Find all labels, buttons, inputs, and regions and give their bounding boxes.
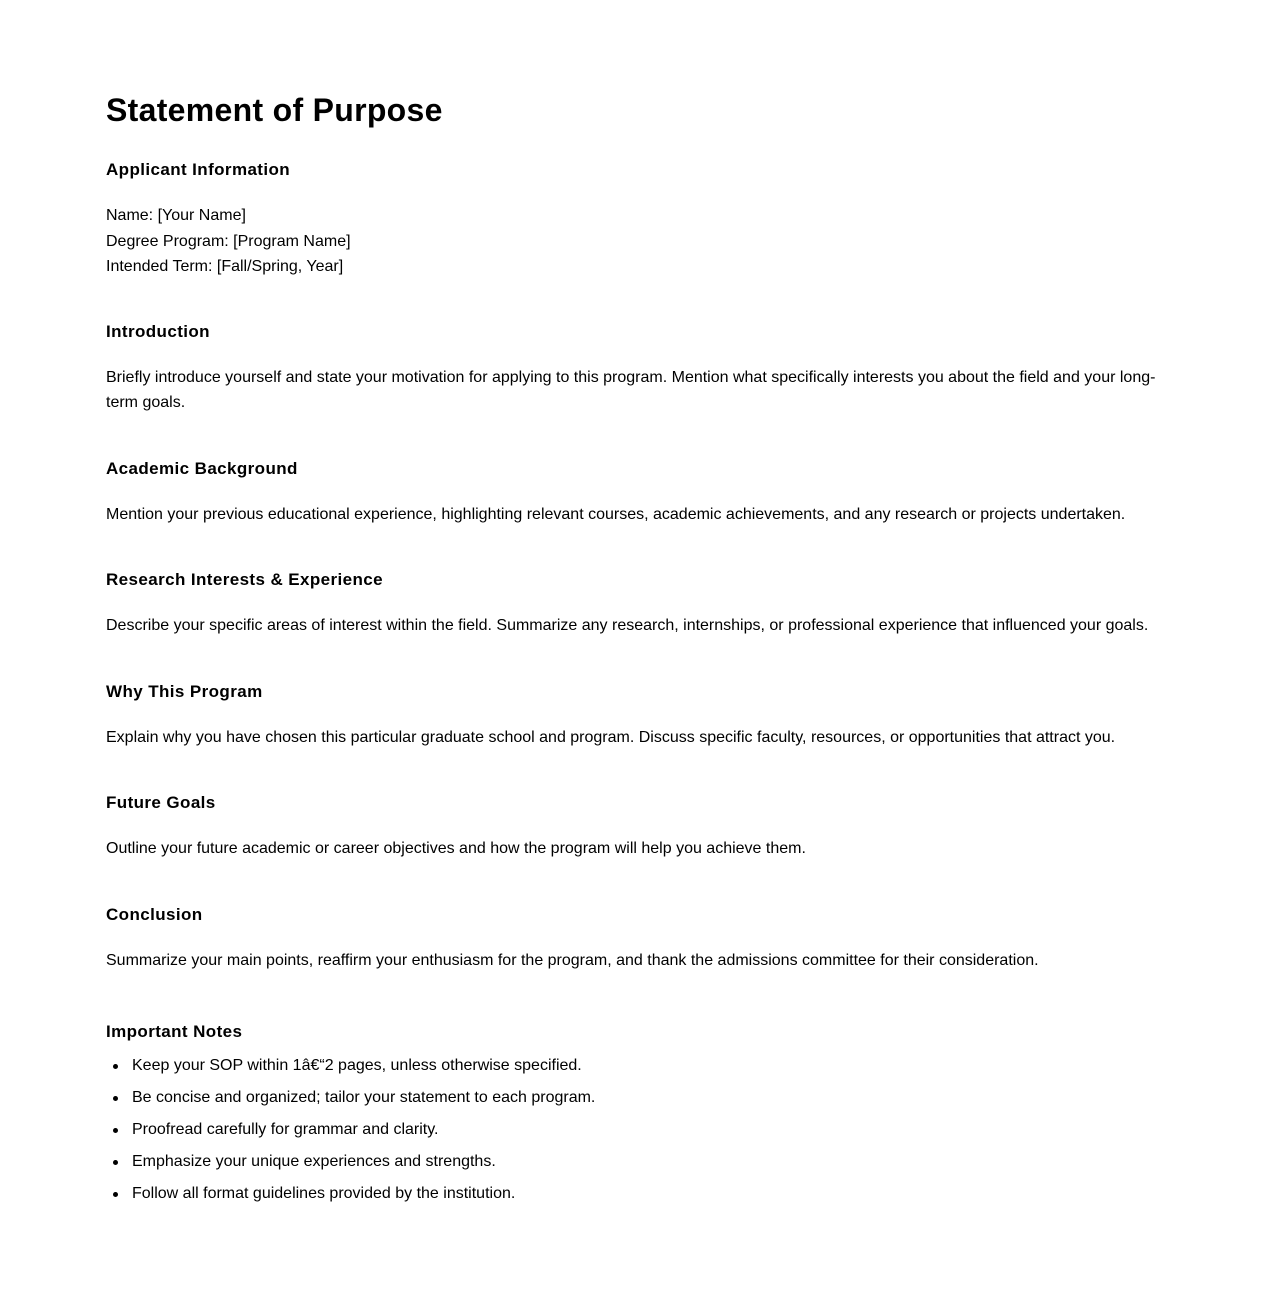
page-title: Statement of Purpose — [106, 92, 443, 128]
section-heading: Introduction — [106, 321, 210, 341]
section-body: Explain why you have chosen this particular graduate school and program. Discuss specific faculty, resources, or opportunities that attract you. — [106, 728, 1116, 746]
bullet-icon — [113, 1096, 118, 1101]
applicant-name-line: Name: [Your Name] — [106, 207, 246, 224]
section-future-goals — [106, 793, 1166, 862]
section-body: Summarize your main points, reaffirm your enthusiasm for the program, and thank the admissions committee for their consideration. — [106, 951, 1039, 969]
bullet-icon — [113, 1064, 118, 1069]
section-body: Describe your specific areas of interest within the field. Summarize any research, internships, or professional experience that influenced your goals. — [106, 617, 1149, 634]
applicant-info-block — [106, 203, 1166, 280]
degree-program-line: Degree Program: [Program Name] — [106, 232, 351, 250]
bullet-icon — [113, 1160, 118, 1165]
section-body: Outline your future academic or career objectives and how the program will help you achieve them. — [106, 840, 806, 857]
important-notes — [106, 1022, 1166, 1204]
list-item-text: Emphasize your unique experiences and strengths. — [132, 1153, 496, 1170]
section-introduction — [106, 322, 1166, 416]
section-heading: Why This Program — [106, 681, 263, 701]
list-item-text: Keep your SOP within 1â€“2 pages, unless otherwise specified. — [132, 1057, 582, 1074]
list-item — [132, 1152, 1166, 1172]
notes-list — [106, 1056, 1166, 1204]
list-item — [132, 1184, 1166, 1204]
section-heading: Conclusion — [106, 904, 203, 924]
list-item-text: Be concise and organized; tailor your statement to each program. — [132, 1089, 596, 1106]
intended-term-line: Intended Term: [Fall/Spring, Year] — [106, 258, 344, 275]
list-item-text: Proofread carefully for grammar and clarity. — [132, 1121, 439, 1138]
notes-heading: Important Notes — [106, 1022, 243, 1041]
list-item — [132, 1056, 1166, 1076]
list-item — [132, 1120, 1166, 1140]
section-academic-background — [106, 459, 1166, 528]
section-heading: Research Interests & Experience — [106, 570, 383, 589]
section-research-interests — [106, 570, 1166, 639]
section-body: Mention your previous educational experience, highlighting relevant courses, academic achievements, and any research or projects undertaken. — [106, 505, 1126, 523]
section-body: Briefly introduce yourself and state your motivation for applying to this program. Mention what specifically interests you about the field and your long-term goals. — [106, 368, 1156, 411]
section-conclusion — [106, 905, 1166, 974]
list-item — [132, 1088, 1166, 1108]
bullet-icon — [113, 1192, 118, 1197]
section-heading: Future Goals — [106, 793, 216, 812]
list-item-text: Follow all format guidelines provided by the institution. — [132, 1185, 516, 1202]
bullet-icon — [113, 1128, 118, 1133]
section-heading: Academic Background — [106, 458, 298, 478]
applicant-info-heading: Applicant Information — [106, 160, 291, 179]
section-why-this-program — [106, 682, 1166, 751]
